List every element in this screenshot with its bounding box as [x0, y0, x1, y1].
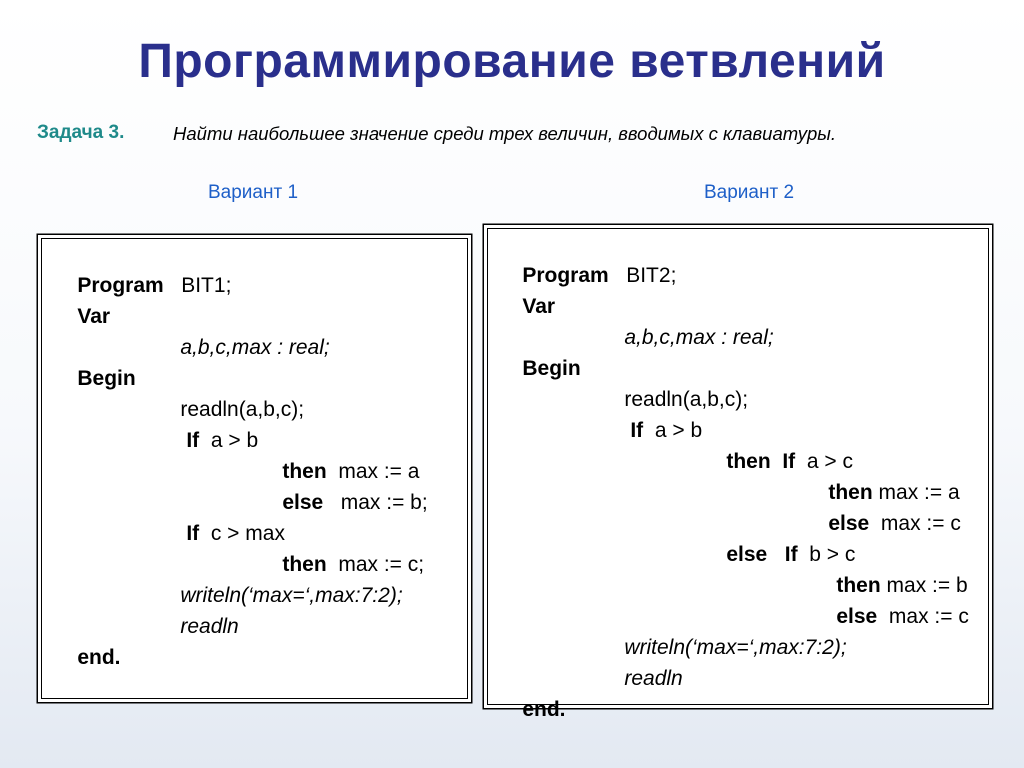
keyword-begin: Begin [522, 357, 581, 380]
if-condition: a > b [654, 419, 703, 442]
keyword-if: If [782, 450, 796, 473]
var-declaration: a,b,c,max : real; [624, 326, 774, 349]
then-statement: max := c; [338, 553, 425, 576]
then-statement: max := b [886, 574, 968, 597]
code-line [601, 643, 683, 715]
if-condition: a > c [806, 450, 853, 473]
code-line [54, 343, 136, 415]
keyword-if: If [630, 419, 644, 442]
if-condition: a > b [210, 429, 259, 452]
keyword-program: Program [522, 264, 609, 287]
code-line [54, 622, 121, 694]
code-box-variant-2 [487, 228, 989, 721]
code-line [157, 591, 239, 663]
variant-1-label: Вариант 1 [208, 182, 299, 203]
readln-end: readln [180, 615, 239, 638]
if-condition: c > max [210, 522, 285, 545]
keyword-then: then [282, 553, 327, 576]
keyword-program: Program [77, 274, 164, 297]
keyword-else: else [836, 605, 878, 628]
page-title: Программирование ветвлений [138, 35, 886, 88]
else-statement: max := b; [340, 491, 428, 514]
keyword-then: then [828, 481, 873, 504]
keyword-then: then [726, 450, 771, 473]
readln-call: readln(a,b,c); [624, 388, 749, 411]
else-statement: max := c [888, 605, 969, 628]
task-text: Найти наибольшее значение среди трех величин, вводимых с клавиатуры. [173, 123, 837, 144]
else-statement: max := c [880, 512, 961, 535]
readln-call: readln(a,b,c); [180, 398, 305, 421]
keyword-if: If [186, 522, 200, 545]
task-label: Задача 3. [37, 122, 125, 143]
keyword-then: then [836, 574, 881, 597]
then-statement: max := a [878, 481, 960, 504]
keyword-var: Var [77, 305, 111, 328]
code-line [607, 395, 702, 467]
keyword-else: else [282, 491, 324, 514]
code-box-variant-1 [41, 238, 468, 699]
keyword-else: else [726, 543, 768, 566]
variant-2-label: Вариант 2 [704, 182, 795, 203]
writeln-call: writeln(‘max=‘,max:7:2); [180, 584, 403, 607]
keyword-begin: Begin [77, 367, 136, 390]
program-name: BIT1; [181, 274, 232, 297]
keyword-if: If [186, 429, 200, 452]
code-line [499, 674, 566, 746]
keyword-if: If [784, 543, 798, 566]
keyword-var: Var [522, 295, 556, 318]
keyword-then: then [282, 460, 327, 483]
then-statement: max := a [338, 460, 420, 483]
code-line [499, 333, 581, 405]
code-line [163, 405, 258, 477]
if-condition: b > c [809, 543, 856, 566]
var-declaration: a,b,c,max : real; [180, 336, 330, 359]
keyword-else: else [828, 512, 870, 535]
program-name: BIT2; [626, 264, 677, 287]
writeln-call: writeln(‘max=‘,max:7:2); [624, 636, 847, 659]
readln-end: readln [624, 667, 683, 690]
keyword-end: end. [522, 698, 566, 721]
keyword-end: end. [77, 646, 121, 669]
